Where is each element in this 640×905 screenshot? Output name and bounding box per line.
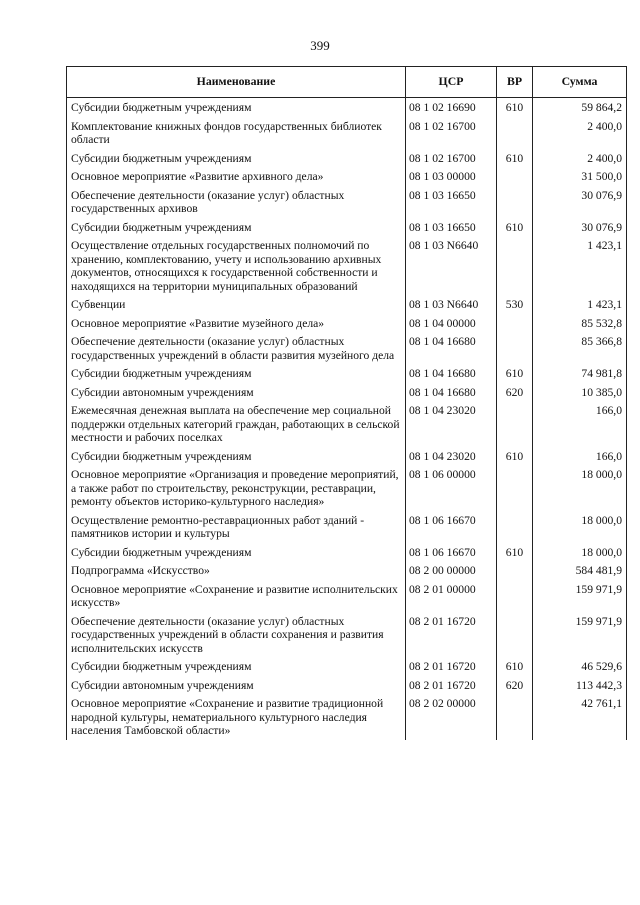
row-sum: 18 000,0 — [533, 465, 627, 511]
row-csr: 08 2 01 16720 — [406, 657, 497, 676]
row-csr: 08 1 04 23020 — [406, 447, 497, 466]
row-vr — [497, 694, 533, 740]
row-sum: 18 000,0 — [533, 511, 627, 543]
table-row — [67, 465, 627, 511]
row-vr — [497, 561, 533, 580]
table-row — [67, 236, 627, 295]
row-name: Обеспечение деятельности (оказание услуг) областных государственных учреждений в области сохранения и развития исполнительских искусств — [67, 612, 406, 658]
row-csr: 08 1 02 16700 — [406, 149, 497, 168]
row-csr: 08 1 06 00000 — [406, 465, 497, 511]
row-vr — [497, 186, 533, 218]
row-csr: 08 1 04 23020 — [406, 401, 497, 447]
table-row — [67, 447, 627, 466]
row-name: Основное мероприятие «Развитие музейного дела» — [67, 314, 406, 333]
table-row — [67, 694, 627, 740]
row-sum: 113 442,3 — [533, 676, 627, 695]
row-vr: 610 — [497, 149, 533, 168]
table-row — [67, 186, 627, 218]
row-csr: 08 1 02 16690 — [406, 98, 497, 117]
row-name: Основное мероприятие «Развитие архивного дела» — [67, 167, 406, 186]
row-csr: 08 1 04 16680 — [406, 383, 497, 402]
row-vr: 610 — [497, 543, 533, 562]
row-name: Субсидии бюджетным учреждениям — [67, 447, 406, 466]
row-csr: 08 1 03 N6640 — [406, 295, 497, 314]
row-name: Субсидии бюджетным учреждениям — [67, 543, 406, 562]
row-vr — [497, 332, 533, 364]
header-sum: Сумма — [533, 67, 627, 98]
row-vr — [497, 511, 533, 543]
table-row — [67, 314, 627, 333]
row-vr: 610 — [497, 218, 533, 237]
row-vr — [497, 167, 533, 186]
row-csr: 08 2 02 00000 — [406, 694, 497, 740]
row-sum: 59 864,2 — [533, 98, 627, 117]
table-row — [67, 117, 627, 149]
row-sum: 85 532,8 — [533, 314, 627, 333]
row-name: Обеспечение деятельности (оказание услуг) областных государственных учреждений в области развития музейного дела — [67, 332, 406, 364]
row-csr: 08 1 03 N6640 — [406, 236, 497, 295]
row-sum: 1 423,1 — [533, 295, 627, 314]
row-name: Субсидии бюджетным учреждениям — [67, 98, 406, 117]
row-vr — [497, 314, 533, 333]
row-sum: 46 529,6 — [533, 657, 627, 676]
row-vr — [497, 580, 533, 612]
row-vr — [497, 612, 533, 658]
row-vr — [497, 117, 533, 149]
header-csr: ЦСР — [406, 67, 497, 98]
table-row — [67, 332, 627, 364]
row-name: Субсидии автономным учреждениям — [67, 676, 406, 695]
table-row — [67, 580, 627, 612]
row-sum: 166,0 — [533, 447, 627, 466]
table-row — [67, 401, 627, 447]
row-name: Подпрограмма «Искусство» — [67, 561, 406, 580]
row-csr: 08 2 01 16720 — [406, 676, 497, 695]
row-csr: 08 1 03 16650 — [406, 218, 497, 237]
table-row — [67, 657, 627, 676]
row-csr: 08 2 01 00000 — [406, 580, 497, 612]
budget-table — [66, 66, 627, 740]
table-row — [67, 98, 627, 117]
row-csr: 08 1 02 16700 — [406, 117, 497, 149]
row-vr: 610 — [497, 657, 533, 676]
row-vr — [497, 401, 533, 447]
table-row — [67, 511, 627, 543]
row-vr: 530 — [497, 295, 533, 314]
row-sum: 2 400,0 — [533, 117, 627, 149]
row-csr: 08 1 04 16680 — [406, 332, 497, 364]
row-sum: 159 971,9 — [533, 580, 627, 612]
row-name: Ежемесячная денежная выплата на обеспечение мер социальной поддержки отдельных категорий граждан, работающих в сельской местности и рабочих поселках — [67, 401, 406, 447]
row-name: Осуществление отдельных государственных полномочий по хранению, комплектованию, учету и использованию архивных документов, относящихся к государственной собственности и находящихся на территории муниципальных образований — [67, 236, 406, 295]
row-vr: 610 — [497, 98, 533, 117]
row-name: Субвенции — [67, 295, 406, 314]
table-row — [67, 612, 627, 658]
row-sum: 30 076,9 — [533, 186, 627, 218]
row-name: Субсидии автономным учреждениям — [67, 383, 406, 402]
table-row — [67, 543, 627, 562]
row-name: Основное мероприятие «Организация и проведение мероприятий, а также работ по строительству, реконструкции, реставрации, ремонту объектов историко-культурного наследия» — [67, 465, 406, 511]
row-vr: 610 — [497, 364, 533, 383]
row-sum: 159 971,9 — [533, 612, 627, 658]
row-name: Субсидии бюджетным учреждениям — [67, 657, 406, 676]
table-row — [67, 364, 627, 383]
row-sum: 584 481,9 — [533, 561, 627, 580]
table-row — [67, 167, 627, 186]
row-csr: 08 1 04 00000 — [406, 314, 497, 333]
row-name: Осуществление ремонтно-реставрационных работ зданий - памятников истории и культуры — [67, 511, 406, 543]
row-csr: 08 1 06 16670 — [406, 511, 497, 543]
row-vr: 620 — [497, 383, 533, 402]
row-vr: 620 — [497, 676, 533, 695]
row-vr — [497, 465, 533, 511]
row-csr: 08 1 04 16680 — [406, 364, 497, 383]
table-body — [67, 98, 627, 740]
row-csr: 08 1 06 16670 — [406, 543, 497, 562]
row-sum: 85 366,8 — [533, 332, 627, 364]
row-name: Основное мероприятие «Сохранение и развитие исполнительских искусств» — [67, 580, 406, 612]
row-name: Основное мероприятие «Сохранение и развитие традиционной народной культуры, нематериального культурного наследия населения Тамбовской области» — [67, 694, 406, 740]
row-sum: 31 500,0 — [533, 167, 627, 186]
row-name: Субсидии бюджетным учреждениям — [67, 218, 406, 237]
table-row — [67, 295, 627, 314]
row-name: Комплектование книжных фондов государственных библиотек области — [67, 117, 406, 149]
row-sum: 166,0 — [533, 401, 627, 447]
row-sum: 10 385,0 — [533, 383, 627, 402]
header-vr: ВР — [497, 67, 533, 98]
row-sum: 1 423,1 — [533, 236, 627, 295]
header-name: Наименование — [67, 67, 406, 98]
table-row — [67, 149, 627, 168]
table-row — [67, 676, 627, 695]
row-vr — [497, 236, 533, 295]
row-name: Обеспечение деятельности (оказание услуг) областных государственных архивов — [67, 186, 406, 218]
row-sum: 74 981,8 — [533, 364, 627, 383]
row-sum: 18 000,0 — [533, 543, 627, 562]
row-vr: 610 — [497, 447, 533, 466]
row-sum: 42 761,1 — [533, 694, 627, 740]
row-csr: 08 2 00 00000 — [406, 561, 497, 580]
row-sum: 30 076,9 — [533, 218, 627, 237]
row-name: Субсидии бюджетным учреждениям — [67, 364, 406, 383]
row-csr: 08 2 01 16720 — [406, 612, 497, 658]
table-header — [67, 67, 627, 98]
table-row — [67, 561, 627, 580]
row-csr: 08 1 03 00000 — [406, 167, 497, 186]
page-number: 399 — [310, 38, 330, 53]
table-row — [67, 383, 627, 402]
row-name: Субсидии бюджетным учреждениям — [67, 149, 406, 168]
table-row — [67, 218, 627, 237]
row-sum: 2 400,0 — [533, 149, 627, 168]
row-csr: 08 1 03 16650 — [406, 186, 497, 218]
